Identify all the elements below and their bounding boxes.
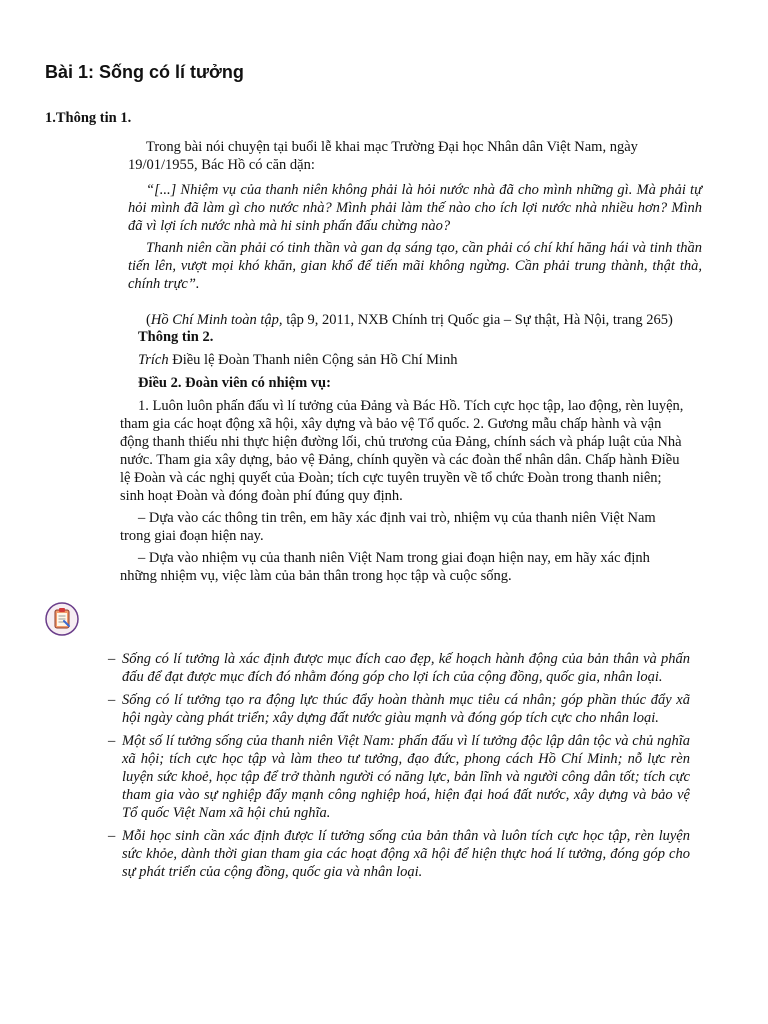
info1-source (146, 311, 706, 329)
info2-heading: Thông tin 2. (138, 329, 214, 345)
summary-item (108, 827, 690, 881)
summary-text: Sống có lí tưởng tạo ra động lực thúc đẩy hoàn thành mục tiêu cá nhân; góp phần thúc đẩy xã hội ngày càng phát triển; xây dựng đất nước giàu mạnh và đóng góp tích cực cho nhân loại. (122, 692, 690, 726)
article-heading: Điều 2. Đoàn viên có nhiệm vụ: (138, 375, 331, 391)
clipboard-icon (45, 602, 79, 636)
source-details: tập 9, 2011, NXB Chính trị Quốc gia – Sự thật, Hà Nội, trang 265) (282, 312, 673, 328)
list-dash: – (108, 733, 116, 749)
list-dash: – (108, 692, 116, 708)
summary-text: Sống có lí tưởng là xác định được mục đích cao đẹp, kế hoạch hành động của bản thân và phấn đấu để đạt được mục đích đó nhằm đóng góp cho lợi ích của cộng đồng, quốc gia, nhân loại. (122, 651, 690, 685)
list-dash: – (108, 828, 116, 844)
list-dash: – (108, 651, 116, 667)
summary-item (108, 691, 690, 727)
question-2: – Dựa vào nhiệm vụ của thanh niên Việt Nam trong giai đoạn hiện nay, em hãy xác định những nhiệm vụ, việc làm của bản thân trong học tập và cuộc sống. (120, 550, 650, 584)
info1-quote-1: “[...] Nhiệm vụ của thanh niên không phải là hỏi nước nhà đã cho mình những gì. Mà phải tự hỏi mình đã làm gì cho nước nhà? Mình phải làm thế nào cho ích lợi nước nhà nhiều hơn? Mình đã vì lợi ích nước nhà mà hi sinh phấn đấu chừng nào? (128, 182, 702, 234)
trich-label: Trích (138, 352, 169, 368)
info1-intro-block (128, 138, 668, 174)
summary-item (108, 732, 690, 822)
info2-heading-block (138, 328, 698, 392)
section-heading: 1.Thông tin 1. (45, 110, 132, 126)
summary-list (108, 650, 690, 886)
info2-body-block (120, 397, 686, 585)
question-1: – Dựa vào các thông tin trên, em hãy xác định vai trò, nhiệm vụ của thanh niên Việt Nam trong giai đoạn hiện nay. (120, 510, 656, 544)
info2-trich (138, 351, 698, 369)
summary-text: Mỗi học sinh cần xác định được lí tưởng sống của bản thân và luôn tích cực học tập, rèn luyện sức khỏe, dành thời gian tham gia các hoạt động xã hội để hiện thực hoá lí tưởng, đóng góp cho sự phát triển của cộng đồng, quốc gia và nhân loại. (122, 828, 690, 880)
info1-quote-2: Thanh niên cần phải có tinh thần và gan dạ sáng tạo, cần phải có chí khí hăng hái và tinh thần tiến lên, vượt mọi khó khăn, gian khổ để tiến mãi không ngừng. Cần phải trung thành, thật thà, chính trực”. (128, 240, 702, 292)
source-book-title: Hồ Chí Minh toàn tập, (150, 312, 283, 328)
trich-text: Điều lệ Đoàn Thanh niên Cộng sản Hồ Chí Minh (168, 352, 458, 368)
summary-text: Một số lí tưởng sống của thanh niên Việt Nam: phấn đấu vì lí tưởng độc lập dân tộc và chủ nghĩa xã hội; tích cực học tập và làm theo tư tưởng, đạo đức, phong cách Hồ Chí Minh; nỗ lực rèn luyện sức khoẻ, học tập để trở thành người có năng lực, bản lĩnh và người công dân tốt; tích cực tham gia vào sự nghiệp đẩy mạnh công nghiệp hoá, hiện đại hoá đất nước, xây dựng và bảo vệ Tổ quốc Việt Nam xã hội chủ nghĩa. (122, 733, 690, 821)
source-open: ( (146, 312, 151, 328)
page-title: Bài 1: Sống có lí tưởng (45, 62, 244, 82)
info1-intro: Trong bài nói chuyện tại buổi lễ khai mạc Trường Đại học Nhân dân Việt Nam, ngày 19/01/1955, Bác Hồ có căn dặn: (128, 139, 638, 173)
summary-item (108, 650, 690, 686)
info1-quote-block (128, 181, 702, 293)
article-body: 1. Luôn luôn phấn đấu vì lí tưởng của Đảng và Bác Hồ. Tích cực học tập, lao động, rèn luyện, tham gia các hoạt động xã hội, xây dựng và bảo vệ Tổ quốc. 2. Gương mẫu chấp hành và vận động thanh thiếu nhi thực hiện đường lối, chủ trương của Đảng, chính sách và pháp luật của Nhà nước. Tham gia xây dựng, bảo vệ Đảng, chính quyền và các đoàn thể nhân dân. Chấp hành Điều lệ Đoàn và các nghị quyết của Đoàn; tích cực tuyên truyền về tổ chức Đoàn trong thanh niên; sinh hoạt Đoàn và đóng đoàn phí đúng quy định. (120, 398, 684, 504)
